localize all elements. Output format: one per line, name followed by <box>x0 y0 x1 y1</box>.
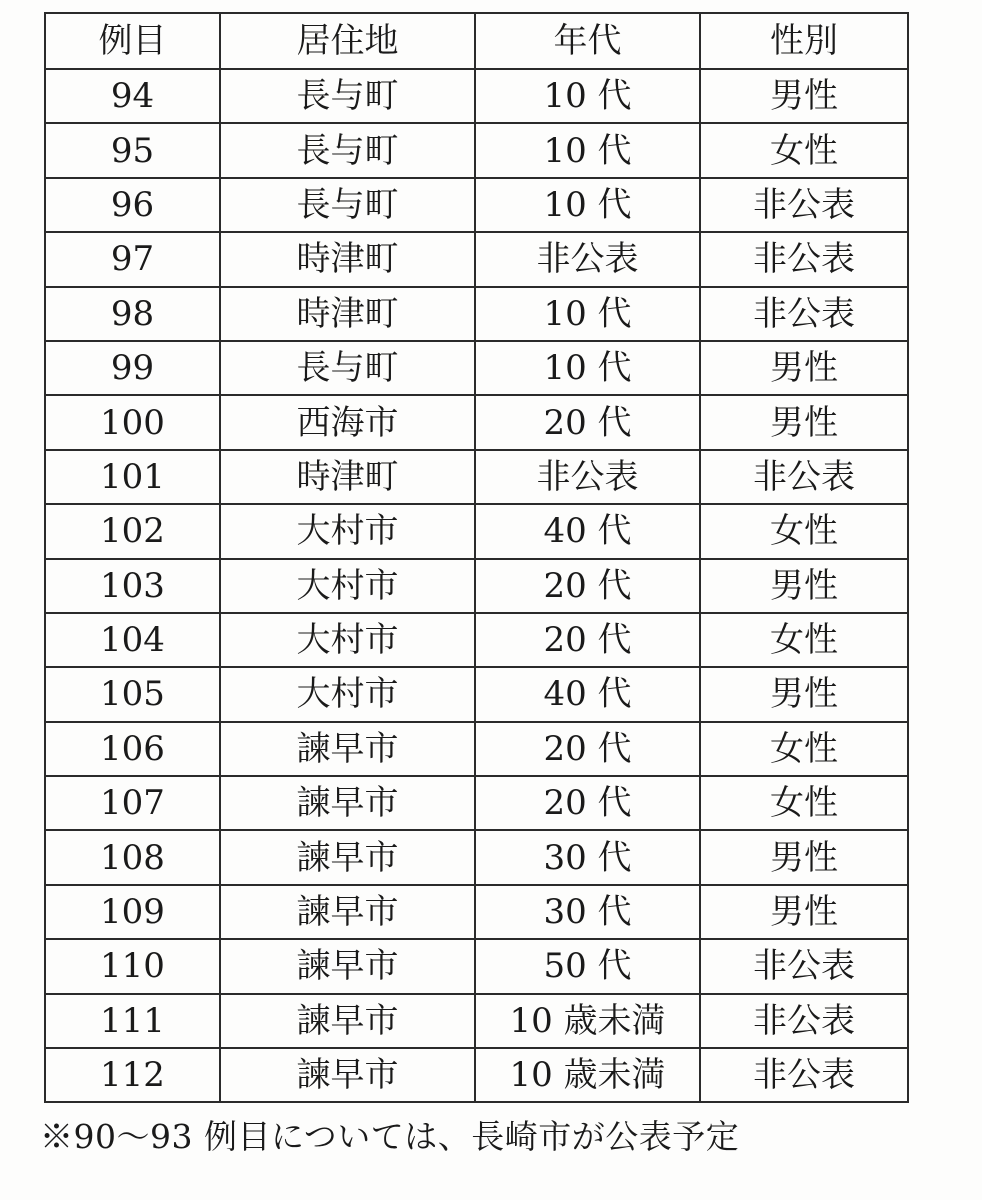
cell-case-number: 104 <box>45 613 220 667</box>
cell-age-group: 20 代 <box>475 395 700 449</box>
cell-age-group: 20 代 <box>475 722 700 776</box>
table-row <box>45 559 908 613</box>
cell-age-group: 非公表 <box>475 450 700 504</box>
cell-case-number: 95 <box>45 123 220 177</box>
cell-case-number: 98 <box>45 287 220 341</box>
table-row <box>45 776 908 830</box>
table-row <box>45 885 908 939</box>
cell-residence: 諫早市 <box>220 722 475 776</box>
cell-case-number: 107 <box>45 776 220 830</box>
cell-sex: 非公表 <box>700 232 908 286</box>
cell-case-number: 96 <box>45 178 220 232</box>
cell-case-number: 106 <box>45 722 220 776</box>
cell-age-group: 30 代 <box>475 830 700 884</box>
cell-case-number: 99 <box>45 341 220 395</box>
cell-sex: 非公表 <box>700 450 908 504</box>
header-residence: 居住地 <box>220 13 475 69</box>
cell-case-number: 110 <box>45 939 220 993</box>
cell-residence: 諫早市 <box>220 939 475 993</box>
cell-sex: 非公表 <box>700 994 908 1048</box>
table-body <box>45 69 908 1102</box>
table-row <box>45 69 908 123</box>
cell-age-group: 10 歳未満 <box>475 1048 700 1102</box>
cell-residence: 大村市 <box>220 667 475 721</box>
cell-age-group: 50 代 <box>475 939 700 993</box>
table-row <box>45 287 908 341</box>
cell-residence: 時津町 <box>220 287 475 341</box>
cell-age-group: 20 代 <box>475 559 700 613</box>
cell-residence: 長与町 <box>220 69 475 123</box>
header-case-number: 例目 <box>45 13 220 69</box>
cell-residence: 時津町 <box>220 450 475 504</box>
cell-case-number: 101 <box>45 450 220 504</box>
cell-sex: 女性 <box>700 504 908 558</box>
cell-sex: 女性 <box>700 776 908 830</box>
cell-residence: 諫早市 <box>220 776 475 830</box>
cell-sex: 男性 <box>700 559 908 613</box>
cell-sex: 非公表 <box>700 939 908 993</box>
cell-residence: 長与町 <box>220 341 475 395</box>
header-age-group: 年代 <box>475 13 700 69</box>
table-row <box>45 613 908 667</box>
cell-residence: 諫早市 <box>220 1048 475 1102</box>
cell-residence: 大村市 <box>220 559 475 613</box>
cell-case-number: 109 <box>45 885 220 939</box>
footnote: ※90〜93 例目については、長崎市が公表予定 <box>40 1117 740 1156</box>
cell-age-group: 10 代 <box>475 178 700 232</box>
cell-residence: 大村市 <box>220 613 475 667</box>
cell-case-number: 105 <box>45 667 220 721</box>
table-row <box>45 722 908 776</box>
cell-age-group: 10 代 <box>475 69 700 123</box>
cell-sex: 女性 <box>700 613 908 667</box>
cell-residence: 大村市 <box>220 504 475 558</box>
cell-sex: 男性 <box>700 395 908 449</box>
cell-case-number: 94 <box>45 69 220 123</box>
cell-age-group: 20 代 <box>475 776 700 830</box>
cell-residence: 長与町 <box>220 178 475 232</box>
table-row <box>45 123 908 177</box>
cell-case-number: 108 <box>45 830 220 884</box>
cell-sex: 非公表 <box>700 178 908 232</box>
cell-age-group: 非公表 <box>475 232 700 286</box>
cell-sex: 男性 <box>700 667 908 721</box>
cell-age-group: 40 代 <box>475 667 700 721</box>
cell-residence: 長与町 <box>220 123 475 177</box>
cell-case-number: 111 <box>45 994 220 1048</box>
table-row <box>45 667 908 721</box>
table-row <box>45 341 908 395</box>
table-row <box>45 450 908 504</box>
cell-sex: 非公表 <box>700 1048 908 1102</box>
cell-residence: 諫早市 <box>220 994 475 1048</box>
cell-case-number: 112 <box>45 1048 220 1102</box>
cell-case-number: 100 <box>45 395 220 449</box>
cell-sex: 男性 <box>700 830 908 884</box>
header-sex: 性別 <box>700 13 908 69</box>
table-row <box>45 1048 908 1102</box>
cell-age-group: 20 代 <box>475 613 700 667</box>
cell-sex: 女性 <box>700 722 908 776</box>
cell-residence: 諫早市 <box>220 830 475 884</box>
cell-sex: 男性 <box>700 69 908 123</box>
cell-age-group: 30 代 <box>475 885 700 939</box>
cell-sex: 男性 <box>700 341 908 395</box>
cell-residence: 諫早市 <box>220 885 475 939</box>
cell-case-number: 102 <box>45 504 220 558</box>
cell-residence: 西海市 <box>220 395 475 449</box>
table-row <box>45 830 908 884</box>
cell-sex: 女性 <box>700 123 908 177</box>
cell-age-group: 40 代 <box>475 504 700 558</box>
cell-age-group: 10 代 <box>475 341 700 395</box>
case-table <box>44 12 909 1103</box>
cell-case-number: 103 <box>45 559 220 613</box>
cell-residence: 時津町 <box>220 232 475 286</box>
table-row <box>45 994 908 1048</box>
cell-age-group: 10 代 <box>475 287 700 341</box>
cell-age-group: 10 代 <box>475 123 700 177</box>
cell-sex: 非公表 <box>700 287 908 341</box>
table-header-row <box>45 13 908 69</box>
table-row <box>45 178 908 232</box>
cell-age-group: 10 歳未満 <box>475 994 700 1048</box>
table-row <box>45 504 908 558</box>
table-row <box>45 395 908 449</box>
table-row <box>45 939 908 993</box>
cell-case-number: 97 <box>45 232 220 286</box>
table-row <box>45 232 908 286</box>
cell-sex: 男性 <box>700 885 908 939</box>
